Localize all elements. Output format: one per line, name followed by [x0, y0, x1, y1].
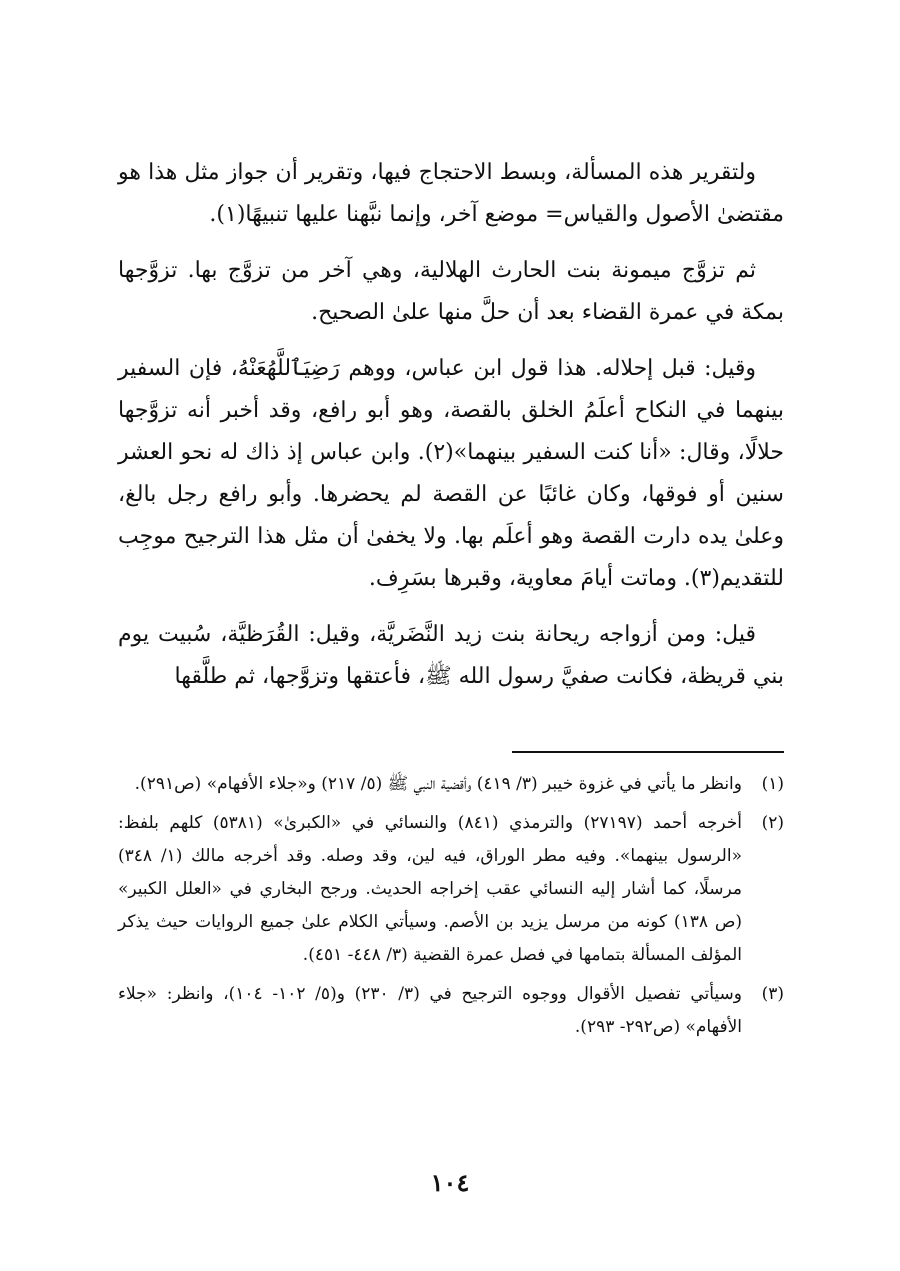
footnote: [118, 807, 784, 972]
footnote: [118, 768, 784, 801]
footnote-separator: [512, 751, 784, 753]
footnote-number: (١): [761, 774, 784, 794]
footnote-number: (٣): [761, 984, 784, 1004]
footnote: [118, 978, 784, 1044]
paragraph: وقيل: قبل إحلاله. هذا قول ابن عباس، ووهم رَضِيَٱللَّهُعَنْهُ، فإن السفير بينهما في النكاح أعلَمُ الخلق بالقصة، وهو أبو رافع، وقد أخبر أنه تزوَّجها حلالًا، وقال: «أنا كنت السفير بينهما»(٢). وابن عباس إذ ذاك له نحو العشر سنين أو فوقها، وكان غائبًا عن القصة لم يحضرها. وأبو رافع رجل بالغ، وعلىٰ يده دارت القصة وهو أعلَم بها. ولا يخفىٰ أن مثل هذا الترجيح موجِب للتقديم(٣). وماتت أيامَ معاوية، وقبرها بسَرِف.: [118, 356, 785, 591]
footnote-text: أخرجه أحمد (٢٧١٩٧) والترمذي (٨٤١) والنسائي في «الكبرىٰ» (٥٣٨١) كلهم بلفظ: «الرسول بينهما». وفيه مطر الوراق، فيه لين، وقد وصله. وقد أخرجه مالك (١/ ٣٤٨) مرسلًا، كما أشار إليه النسائي عقب إخراجه الحديث. ورجح البخاري في «العلل الكبير» (ص ١٣٨) كونه من مرسل يزيد بن الأصم. وسيأتي الكلام علىٰ جميع الروايات حيث يذكر المؤلف المسألة بتمامها في فصل عمرة القضية (٣/ ٤٤٨- ٤٥١).: [118, 813, 743, 965]
footnotes: [118, 768, 784, 1050]
paragraph: قيل: ومن أزواجه ريحانة بنت زيد النَّضَريَّة، وقيل: القُرَظيَّة، سُبيت يوم بني قريظة، فكانت صفيَّ رسول الله ﷺ، فأعتقها وتزوَّجها، ثم طلَّقها: [118, 622, 784, 689]
main-text: [118, 152, 784, 712]
page-number: ١٠٤: [430, 1168, 470, 1197]
paragraph: ولتقرير هذه المسألة، وبسط الاحتجاج فيها، وتقرير أن جواز مثل هذا هو مقتضىٰ الأصول والقياس= موضع آخر، وإنما نبَّهنا عليها تنبيهًا(١).: [118, 160, 784, 227]
footnote-number: (٢): [761, 813, 784, 833]
footnote-text: وانظر ما يأتي في غزوة خيبر (٣/ ٤١٩) وأقضية النبي ﷺ (٥/ ٢١٧) و«جلاء الأفهام» (ص٢٩١).: [134, 774, 742, 794]
footnote-text: وسيأتي تفصيل الأقوال ووجوه الترجيح في (٣/ ٢٣٠) و(٥/ ١٠٢- ١٠٤)، وانظر: «جلاء الأفهام» (ص٢٩٢- ٢٩٣).: [118, 984, 742, 1037]
paragraph: ثم تزوَّج ميمونة بنت الحارث الهلالية، وهي آخر من تزوَّج بها. تزوَّجها بمكة في عمرة القضاء بعد أن حلَّ منها علىٰ الصحيح.: [118, 258, 784, 325]
